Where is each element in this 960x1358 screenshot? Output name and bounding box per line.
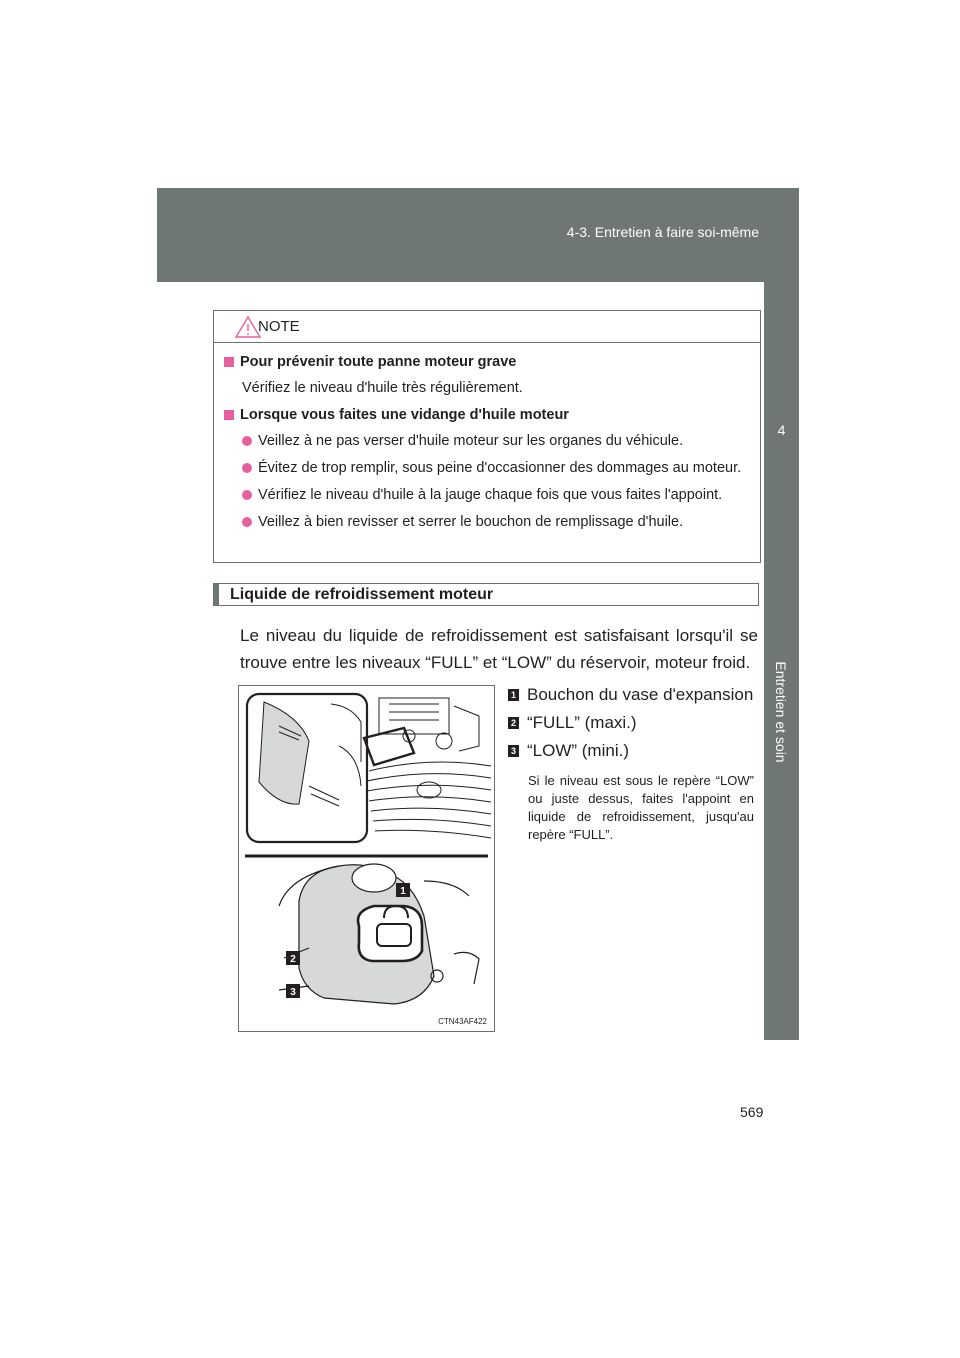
callout-1-label: 1 [400, 886, 406, 897]
legend-number: 2 [508, 717, 519, 729]
note-body [214, 343, 760, 531]
note-text: Vérifiez le niveau d'huile très régulièrement. [242, 380, 523, 396]
note-title: NOTE [258, 318, 300, 335]
legend-number: 3 [508, 745, 519, 757]
note-heading [224, 406, 753, 424]
callout-2-label: 2 [290, 954, 296, 965]
section-title-bar [213, 583, 759, 606]
round-bullet-icon [242, 463, 252, 473]
note-heading-text: Pour prévenir toute panne moteur grave [240, 354, 517, 370]
section-accent [214, 584, 219, 605]
figure-legend [508, 681, 758, 765]
legend-note: Si le niveau est sous le repère “LOW” ou juste dessus, faites l'appoint en liquide de refroidissement, jusqu'au repère “FULL”. [528, 773, 754, 842]
square-bullet-icon [224, 410, 234, 420]
note-bullet-text: Veillez à ne pas verser d'huile moteur sur les organes du véhicule. [258, 433, 684, 449]
legend-item [508, 681, 758, 709]
note-bullet [242, 513, 753, 531]
legend-label: “FULL” (maxi.) [527, 713, 637, 732]
legend-number: 1 [508, 689, 519, 701]
round-bullet-icon [242, 436, 252, 446]
note-header [214, 311, 760, 343]
note-bullet [242, 432, 753, 450]
note-bullet-text: Évitez de trop remplir, sous peine d'occasionner des dommages au moteur. [258, 460, 742, 476]
legend-item [508, 709, 758, 737]
engine-bay-drawing [239, 686, 494, 1031]
chapter-label: Entretien et soin [773, 661, 789, 763]
section-title: Liquide de refroidissement moteur [230, 586, 494, 603]
square-bullet-icon [224, 357, 234, 367]
chapter-number: 4 [777, 422, 786, 438]
legend-item [508, 737, 758, 765]
note-bullet-text: Veillez à bien revisser et serrer le bouchon de remplissage d'huile. [258, 514, 684, 530]
figure-code: CTN43AF422 [438, 1017, 487, 1026]
callout-3-label: 3 [290, 987, 296, 998]
round-bullet-icon [242, 517, 252, 527]
note-bullet [242, 459, 753, 477]
note-heading-text: Lorsque vous faites une vidange d'huile moteur [240, 407, 569, 423]
note-heading [224, 353, 753, 371]
page-number: 569 [740, 1104, 764, 1120]
section-intro: Le niveau du liquide de refroidissement est satisfaisant lorsqu'il se trouve entre les niveaux “FULL” et “LOW” du réservoir, moteur froid. [240, 626, 758, 672]
note-box [213, 310, 761, 563]
legend-label: Bouchon du vase d'expansion [527, 685, 754, 704]
section-breadcrumb: 4-3. Entretien à faire soi-même [566, 224, 759, 240]
chapter-header-band [157, 188, 799, 282]
chapter-side-tab [764, 282, 799, 1040]
round-bullet-icon [242, 490, 252, 500]
coolant-reservoir-illustration [238, 685, 495, 1032]
legend-label: “LOW” (mini.) [527, 741, 629, 760]
note-bullet-text: Vérifiez le niveau d'huile à la jauge chaque fois que vous faites l'appoint. [258, 487, 723, 503]
note-bullet [242, 486, 753, 504]
